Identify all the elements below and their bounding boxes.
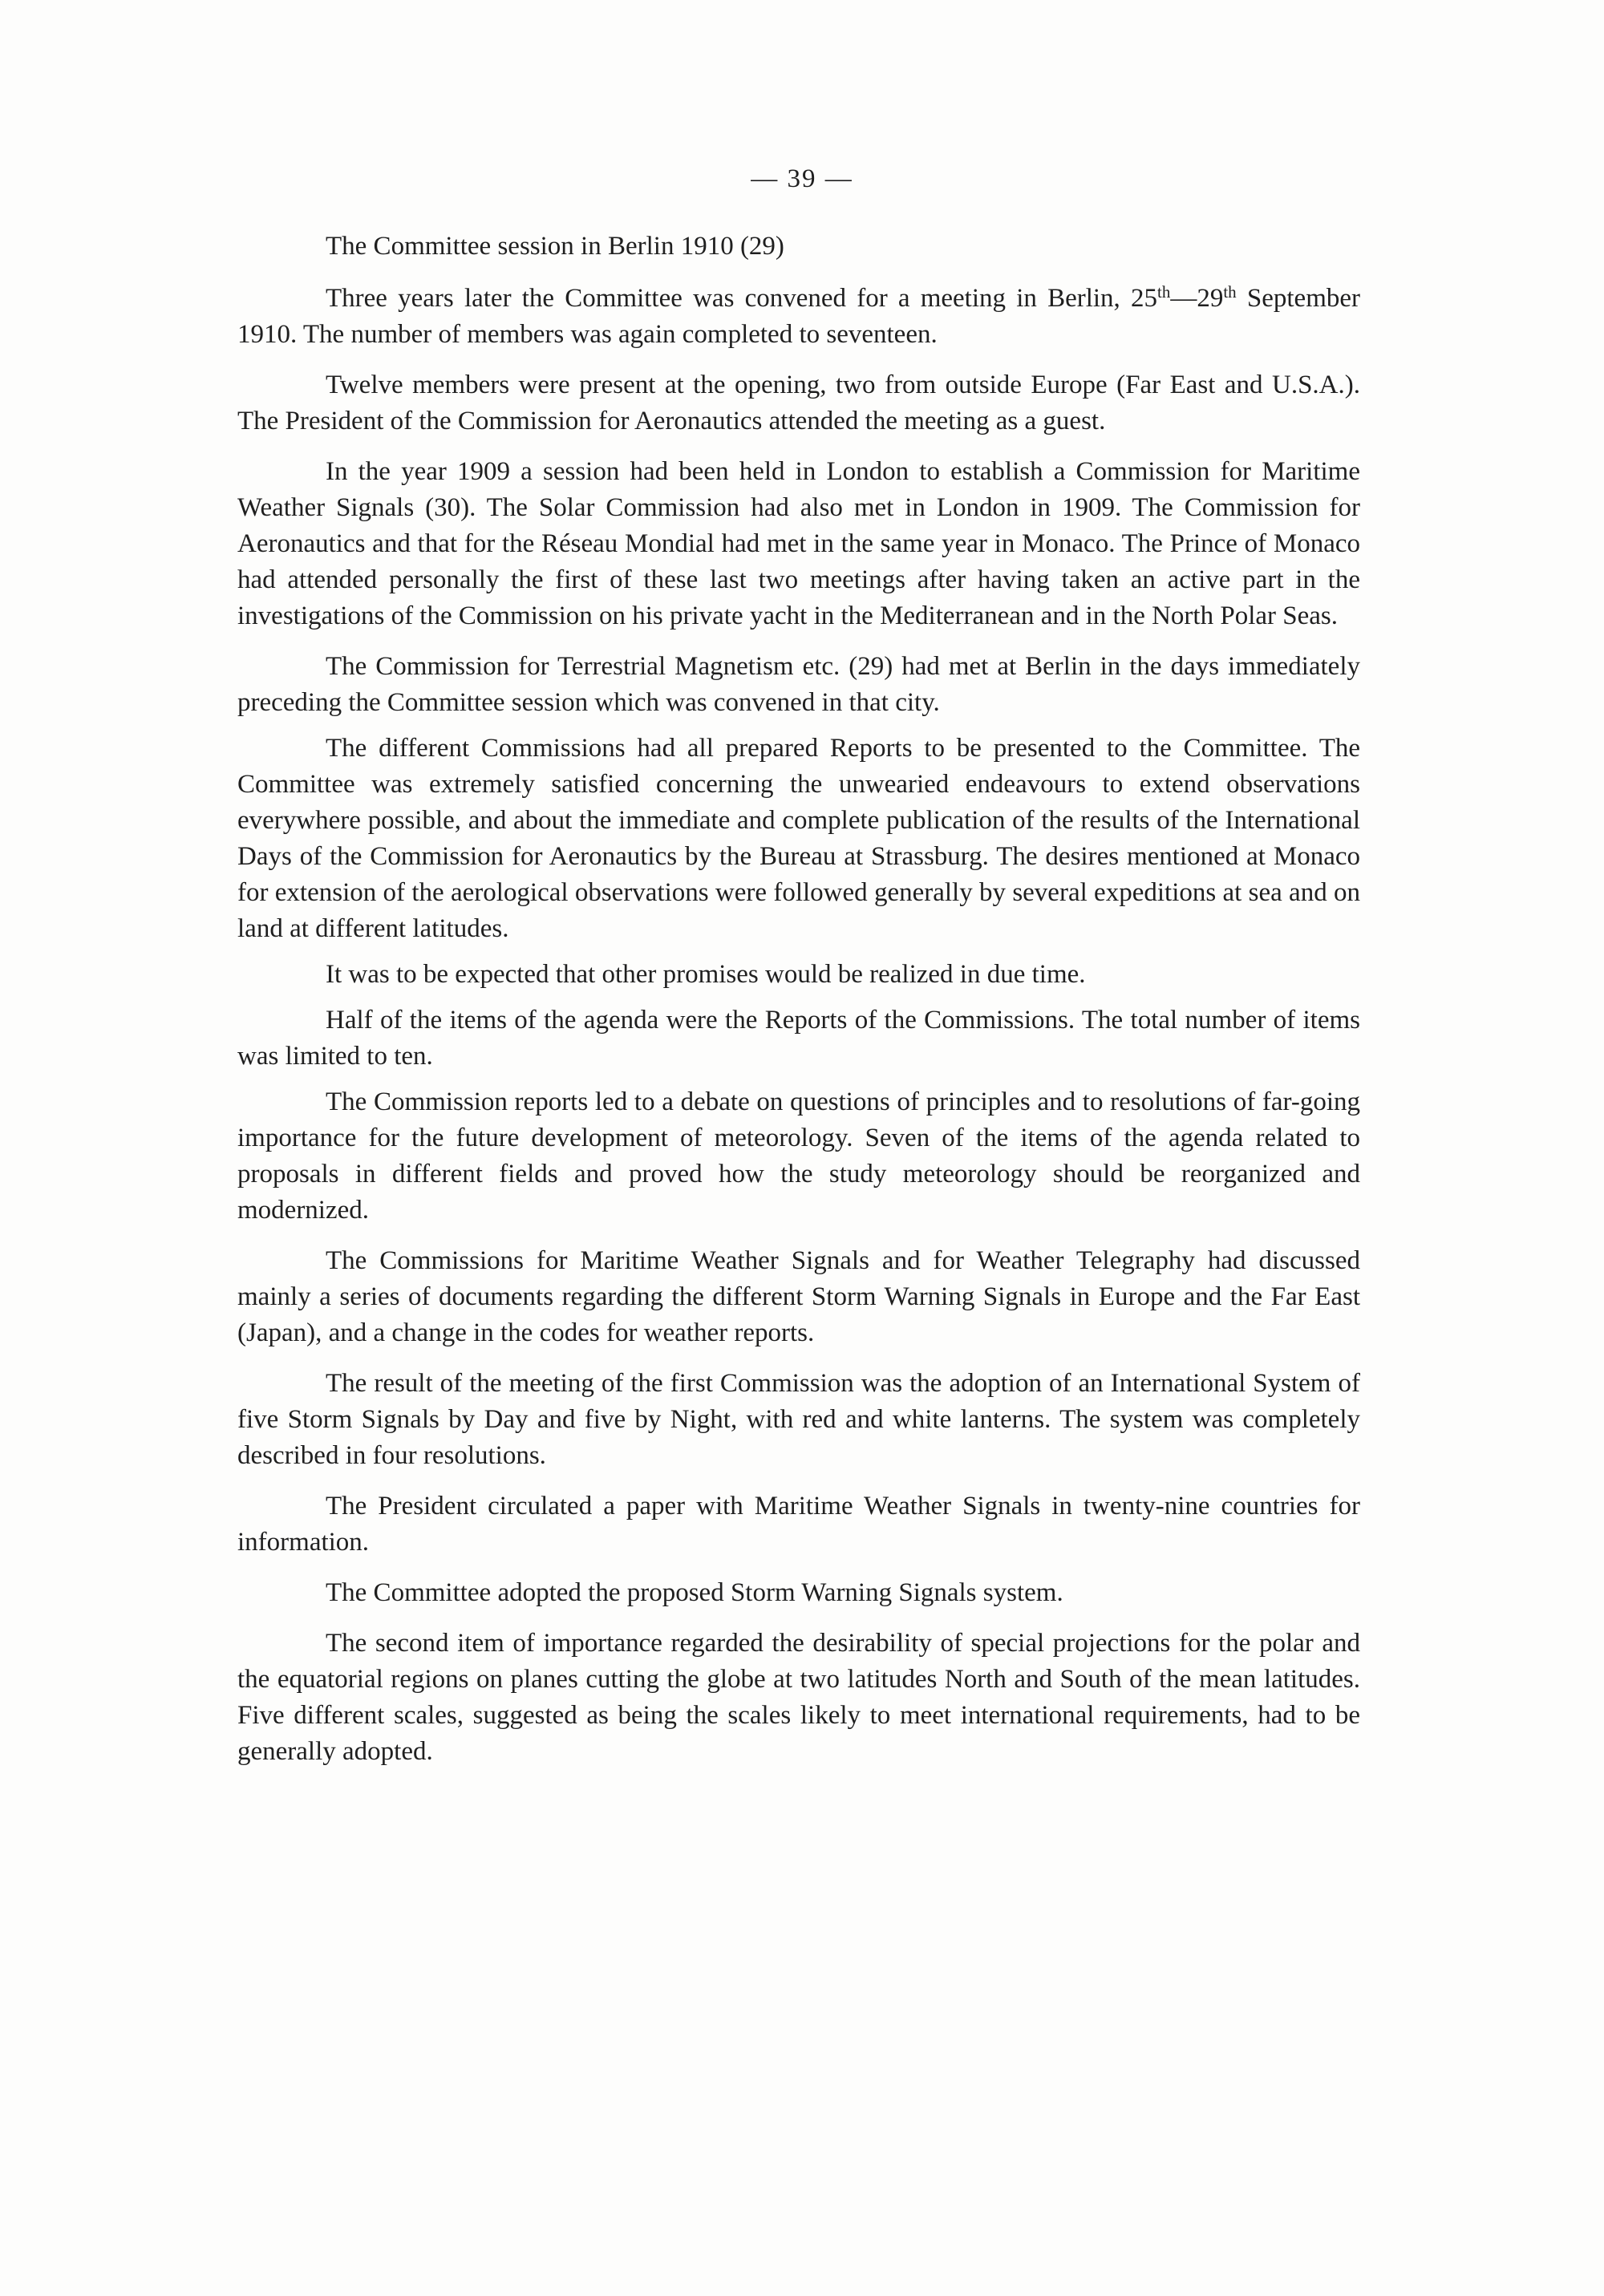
paragraph bbox=[237, 281, 1360, 353]
paragraph: Half of the items of the agenda were the Reports of the Commissions. The total number of items was limited to ten. bbox=[237, 1006, 1360, 1071]
paragraph-text: Three years later the Committee was convened for a meeting in Berlin, bbox=[326, 284, 1120, 313]
paragraph: In the year 1909 a session had been held in London to establish a Commission for Maritime Weather Signals (30). The Solar Commission had also met in London in 1909. The Commission for Aeronautics and that for the Réseau Mondial had met in the same year in Monaco. The Prince of Monaco had attended personally the first of these last two meetings after having taken an active part in the investigations of the Commission on his private yacht in the Mediterranean and in the North Polar Seas. bbox=[237, 457, 1360, 630]
section-heading: The Committee session in Berlin 1910 (29) bbox=[326, 232, 784, 261]
date-dash: — bbox=[1170, 284, 1197, 313]
paragraph: The Commission for Terrestrial Magnetism etc. (29) had met at Berlin in the days immediately preceding the Committee session which was convened in that city. bbox=[237, 652, 1360, 717]
paragraph: It was to be expected that other promises would be realized in due time. bbox=[326, 960, 1086, 989]
date-start: 25 bbox=[1131, 284, 1157, 313]
body-text bbox=[237, 229, 1360, 1784]
page-number: — 39 — bbox=[751, 164, 853, 193]
paragraph: The Committee adopted the proposed Storm Warning Signals system. bbox=[326, 1578, 1063, 1607]
date-end: 29 bbox=[1197, 284, 1224, 313]
paragraph-text-rest: September 1910. The number of members was again completed to seventeen. bbox=[237, 284, 1360, 349]
paragraph: Twelve members were present at the opening, two from outside Europe (Far East and U.S.A.). The President of the Commission for Aeronautics attended the meeting as a guest. bbox=[237, 371, 1360, 435]
date-end-suffix: th bbox=[1223, 282, 1237, 302]
paragraph: The result of the meeting of the first Commission was the adoption of an International System of five Storm Signals by Day and five by Night, with red and white lanterns. The system was completely described in four resolutions. bbox=[237, 1369, 1360, 1470]
paragraph: The different Commissions had all prepared Reports to be presented to the Committee. The Committee was extremely satisfied concerning the unwearied endeavours to extend observations everywhere possible, and about the immediate and complete publication of the results of the International Days of the Commission for Aeronautics by the Bureau at Strassburg. The desires mentioned at Monaco for extension of the aerological observations were followed generally by several expeditions at sea and on land at different latitudes. bbox=[237, 734, 1360, 943]
paragraph: The Commissions for Maritime Weather Signals and for Weather Telegraphy had discussed mainly a series of documents regarding the different Storm Warning Signals in Europe and the Far East (Japan), and a change in the codes for weather reports. bbox=[237, 1246, 1360, 1347]
paragraph: The Commission reports led to a debate on questions of principles and to resolutions of far-going importance for the future development of meteorology. Seven of the items of the agenda related to proposals in different fields and proved how the study meteorology should be reorganized and modernized. bbox=[237, 1087, 1360, 1225]
paragraph: The President circulated a paper with Maritime Weather Signals in twenty-nine countries for information. bbox=[237, 1492, 1360, 1557]
date-start-suffix: th bbox=[1157, 282, 1171, 302]
paragraph: The second item of importance regarded the desirability of special projections for the polar and the equatorial regions on planes cutting the globe at two latitudes North and South of the mean latitudes. Five different scales, suggested as being the scales likely to meet international requirements, had to be generally adopted. bbox=[237, 1629, 1360, 1766]
